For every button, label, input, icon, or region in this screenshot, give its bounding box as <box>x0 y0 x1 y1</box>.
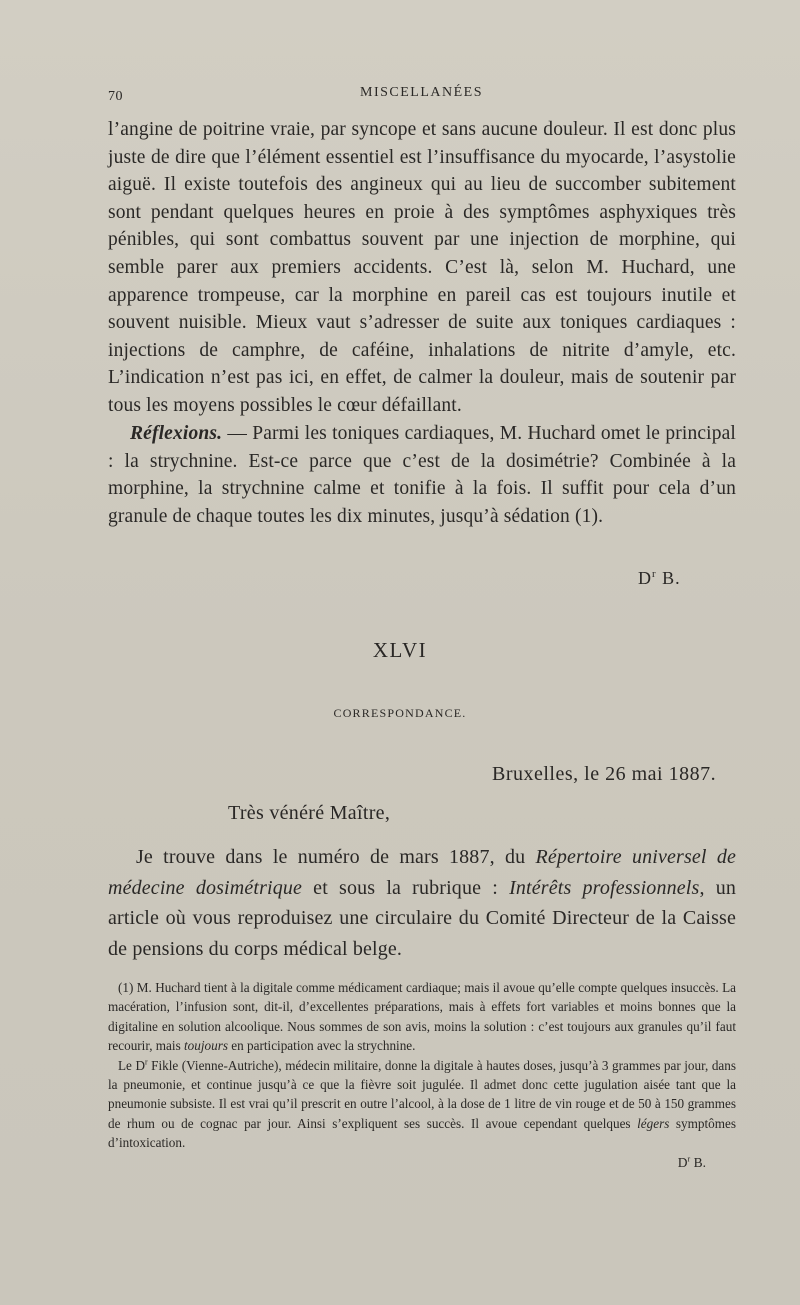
footnote-1-text-a: (1) M. Huchard tient à la digitale comme médicament cardiaque; mais il avoue qu’elle compte quelques insuccès. La macération, l’infusion sont, dit-il, d’excellentes préparations, mais à effets fort variables et moins bonnes que la digitaline en solution alcoolique. Nous sommes de son avis, moins la solution : c’est toujours aux granules qu’il faut recourir, mais <box>108 980 736 1054</box>
footnote-sig-prefix: D <box>677 1154 688 1170</box>
letter-dateline: Bruxelles, le 26 mai 1887. <box>492 763 717 785</box>
page-header <box>108 85 748 107</box>
footnote-sig-sup: r <box>687 1154 691 1164</box>
footnote-2-text-d: symptômes d’intoxication. <box>108 1115 737 1151</box>
signature-prefix: D <box>638 568 652 588</box>
footnotes <box>108 978 736 1172</box>
signature-name: B. <box>656 568 681 588</box>
footnote-2 <box>108 1056 736 1153</box>
signature <box>638 568 681 589</box>
section-title: CORRESPONDANCE. <box>333 706 467 720</box>
letter-text-a: Je trouve dans le numéro de mars 1887, du <box>136 846 536 868</box>
signature-sup: r <box>652 568 657 580</box>
footnote-sig-name: B. <box>690 1154 706 1170</box>
running-title: MISCELLANÉES <box>360 85 483 100</box>
letter-text-e: , un article où vous reproduisez une circulaire du Comité Directeur de la Caisse de pensions du corps médical belge. <box>108 876 737 960</box>
footnote-2-text-b: Fikle (Vienne-Autriche), médecin militaire, donne la digitale à hautes doses, jusqu’à 3 grammes par jour, dans la pneumonie, et continue jusqu’à ce que la fièvre soit jugulée. Il admet donc cette jugulation aisée tant que la pneumonie subsiste. Il est vrai qu’il prescrit en outre l’alcool, à la dose de 1 litre de vin rouge et de 50 à 150 grammes de rhum ou de cognac par jour. Ainsi s’expliquent ses succès. Il avoue cependant quelques <box>108 1057 736 1131</box>
footnote-1 <box>108 978 736 1056</box>
footnote-2-sup: r <box>144 1057 148 1067</box>
letter-rubric: Intérêts professionnels <box>509 876 700 899</box>
reflexions-label: Réflexions. <box>130 423 223 444</box>
letter-salutation: Très vénéré Maître, <box>228 802 391 824</box>
footnote-1-italic: toujours <box>184 1038 228 1054</box>
letter-journal-title: Répertoire universel de médecine dosimétrique <box>108 846 736 899</box>
paragraph-angine: l’angine de poitrine vraie, par syncope et sans aucune douleur. Il est donc plus juste de dire que l’élément essentiel est l’insuffisance du myocarde, l’asystolie aiguë. Il existe toutefois des angineux qui au lieu de succomber subitement sont pendant quelques heures en proie à des symptômes asphyxiques très pénibles, qui sont combattus souvent par une injection de morphine, qui semble parer aux premiers accidents. C’est là, selon M. Huchard, une apparence trompeuse, car la morphine en pareil cas est toujours inutile et souvent nuisible. Mieux vaut s’adresser de suite aux toniques cardiaques : injections de camphre, de caféine, inhalations de nitrite d’amyle, etc. L’indication n’est pas ici, en effet, de calmer la douleur, mais de soutenir par tous les moyens possibles le cœur défaillant. <box>108 119 736 416</box>
footnote-signature <box>108 1153 736 1172</box>
reflexions-text: — Parmi les toniques cardiaques, M. Huchard omet le principal : la strychnine. Est-ce parce que c’est de la dosimétrie? Combinée à la morphine, la strychnine calme et tonifie à la fois. Il suffit pour cela d’un granule de chaque toutes les dix minutes, jusqu’à sédation (1). <box>108 423 736 527</box>
footnote-1-text-c: en participation avec la strychnine. <box>227 1038 416 1054</box>
page-number: 70 <box>108 89 123 104</box>
letter-paragraph <box>108 842 736 964</box>
section-number: XLVI <box>372 638 428 662</box>
footnote-2-italic: légers <box>637 1115 670 1131</box>
paragraph-reflexions <box>108 420 736 530</box>
footnote-2-text-a: Le D <box>118 1057 145 1073</box>
letter-text-c: et sous la rubrique : <box>302 876 510 899</box>
